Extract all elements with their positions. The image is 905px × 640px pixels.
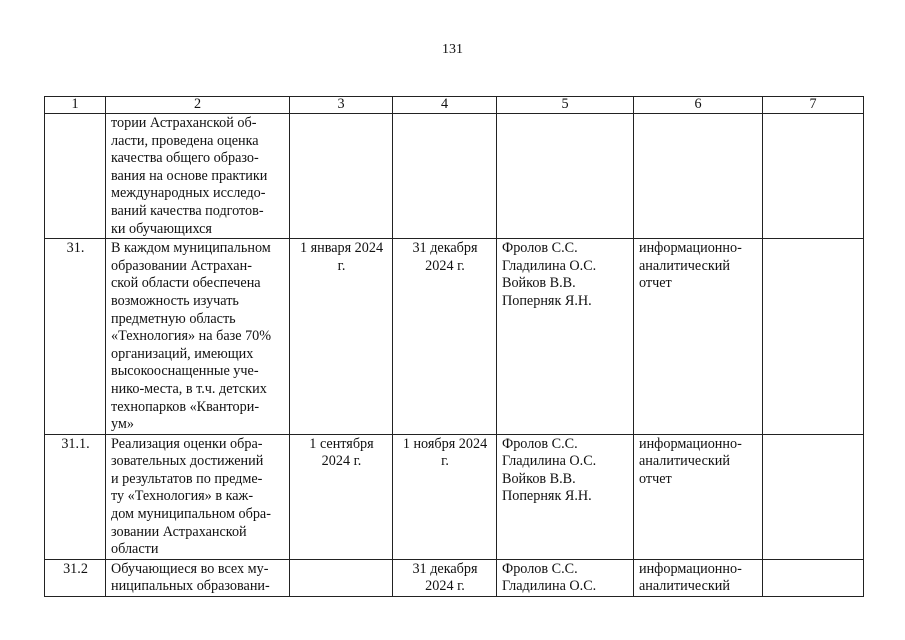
column-header-3: 3 (290, 97, 393, 114)
activity-text-text: В каждом муниципальном образовании Астрахан- ской области обеспечена возможность изучать предметную область «Технология» на базе 70% организаций, имеющих высокооснащенные уче- нико-места, в т.ч. детских технопарков «Квантори- ум» (111, 240, 272, 433)
column-header-7: 7 (763, 97, 864, 114)
activity-text (106, 434, 290, 559)
end-date-text: 31 декабря 2024 г. (412, 560, 478, 595)
column-header-4: 4 (393, 97, 497, 114)
activity-text-text: Обучающиеся во всех му- ниципальных образовани- (111, 560, 270, 595)
row-number-text: 31.2 (63, 560, 88, 577)
responsible-persons (497, 559, 634, 596)
column-header-1: 1 (45, 97, 106, 114)
note (763, 434, 864, 559)
result-form (634, 434, 763, 559)
result-form-text: информационно- аналитический (639, 560, 742, 595)
start-date (290, 239, 393, 435)
start-date-text: 1 сентября 2024 г. (309, 435, 374, 470)
table-row (45, 434, 864, 559)
start-date (290, 114, 393, 239)
page-number: 131 (442, 42, 463, 57)
result-form (634, 239, 763, 435)
end-date-text: 1 ноября 2024 г. (402, 435, 488, 470)
row-number (45, 559, 106, 596)
table-row (45, 114, 864, 239)
result-form (634, 559, 763, 596)
responsible-persons (497, 239, 634, 435)
column-header-6: 6 (634, 97, 763, 114)
responsible-persons-text: Фролов С.С. Гладилина О.С. (502, 560, 597, 595)
header-row (45, 97, 864, 114)
plan-table (44, 96, 864, 597)
note (763, 559, 864, 596)
activity-text-text: тории Астраханской об- ласти, проведена оценка качества общего образо- вания на основе практики международных исследо- ваний качества подготов- ки обучающихся (111, 115, 268, 237)
activity-text (106, 114, 290, 239)
end-date (393, 434, 497, 559)
row-number (45, 434, 106, 559)
result-form-text: информационно- аналитический отчет (639, 435, 742, 487)
responsible-persons (497, 434, 634, 559)
end-date (393, 114, 497, 239)
responsible-persons (497, 114, 634, 239)
start-date-text: 1 января 2024 г. (299, 240, 384, 274)
activity-text (106, 559, 290, 596)
column-header-5: 5 (497, 97, 634, 114)
result-form-text: информационно- аналитический отчет (639, 240, 742, 292)
row-number (45, 114, 106, 239)
start-date (290, 559, 393, 596)
note (763, 239, 864, 435)
start-date (290, 434, 393, 559)
responsible-persons-text: Фролов С.С. Гладилина О.С. Войков В.В. Поперняк Я.Н. (502, 435, 597, 505)
row-number-text: 31.1. (61, 435, 90, 452)
result-form (634, 114, 763, 239)
activity-text-text: Реализация оценки обра- зовательных достижений и результатов по предме- ту «Технология» в каж- дом муниципальном обра- зовании Астраханской области (111, 435, 271, 558)
table-row (45, 239, 864, 435)
note (763, 114, 864, 239)
end-date (393, 239, 497, 435)
end-date-text: 31 декабря 2024 г. (412, 240, 478, 274)
activity-text (106, 239, 290, 435)
responsible-persons-text: Фролов С.С. Гладилина О.С. Войков В.В. Поперняк Я.Н. (502, 240, 597, 309)
row-number (45, 239, 106, 435)
row-number-text: 31. (66, 240, 85, 257)
end-date (393, 559, 497, 596)
column-header-2: 2 (106, 97, 290, 114)
table-row (45, 559, 864, 596)
